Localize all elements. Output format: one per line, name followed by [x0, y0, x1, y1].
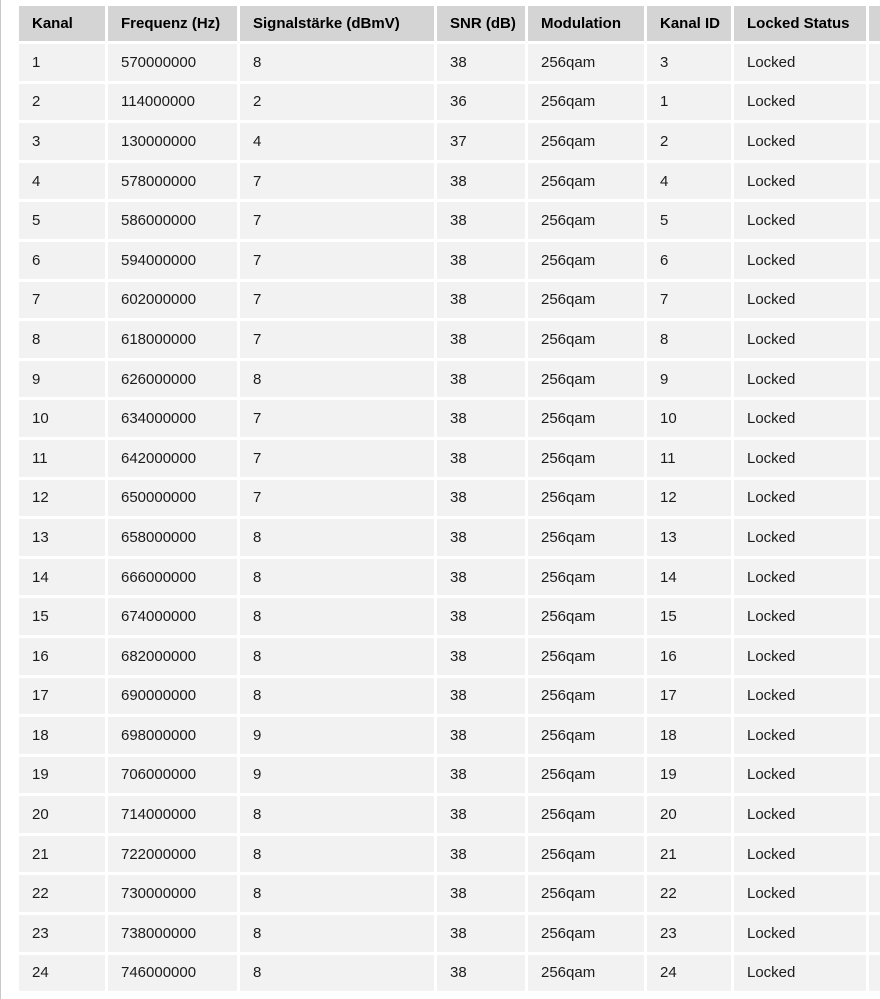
- cell-signalstaerke: 8: [240, 638, 434, 675]
- cell-signalstaerke: 8: [240, 915, 434, 952]
- cell-kanal: 20: [19, 796, 105, 833]
- cell-modulation: 256qam: [528, 955, 644, 992]
- table-row: [19, 796, 880, 833]
- cell-frequenz: 578000000: [108, 163, 237, 200]
- cell-snr: 38: [437, 321, 525, 358]
- cell-frequenz: 570000000: [108, 44, 237, 81]
- cell-locked-status: Locked: [734, 361, 866, 398]
- cell-kanal: 2: [19, 84, 105, 121]
- cell-modulation: 256qam: [528, 836, 644, 873]
- cell-signalstaerke: 7: [240, 282, 434, 319]
- table-row: [19, 875, 880, 912]
- cell-signalstaerke: 7: [240, 480, 434, 517]
- table-row: [19, 717, 880, 754]
- cell-frequenz: 722000000: [108, 836, 237, 873]
- cell-frequenz: 114000000: [108, 84, 237, 121]
- table-row: [19, 202, 880, 239]
- cell-clipped: [869, 678, 880, 715]
- table-row: [19, 836, 880, 873]
- cell-locked-status: Locked: [734, 955, 866, 992]
- cell-locked-status: Locked: [734, 44, 866, 81]
- cell-frequenz: 602000000: [108, 282, 237, 319]
- cell-kanal: 24: [19, 955, 105, 992]
- cell-frequenz: 666000000: [108, 559, 237, 596]
- table-row: [19, 361, 880, 398]
- cell-modulation: 256qam: [528, 678, 644, 715]
- cell-snr: 38: [437, 559, 525, 596]
- cell-clipped: [869, 480, 880, 517]
- cell-locked-status: Locked: [734, 875, 866, 912]
- table-row: [19, 242, 880, 279]
- cell-kanal: 22: [19, 875, 105, 912]
- cell-locked-status: Locked: [734, 678, 866, 715]
- cell-clipped: [869, 638, 880, 675]
- cell-locked-status: Locked: [734, 757, 866, 794]
- cell-modulation: 256qam: [528, 559, 644, 596]
- cell-kanal-id: 17: [647, 678, 731, 715]
- cell-signalstaerke: 8: [240, 44, 434, 81]
- cell-signalstaerke: 8: [240, 598, 434, 635]
- cell-kanal-id: 9: [647, 361, 731, 398]
- cell-modulation: 256qam: [528, 123, 644, 160]
- cell-snr: 38: [437, 796, 525, 833]
- cell-frequenz: 698000000: [108, 717, 237, 754]
- cell-locked-status: Locked: [734, 598, 866, 635]
- cell-kanal: 12: [19, 480, 105, 517]
- cell-signalstaerke: 7: [240, 400, 434, 437]
- cell-signalstaerke: 2: [240, 84, 434, 121]
- cell-frequenz: 690000000: [108, 678, 237, 715]
- cell-frequenz: 730000000: [108, 875, 237, 912]
- cell-locked-status: Locked: [734, 836, 866, 873]
- cell-signalstaerke: 8: [240, 836, 434, 873]
- column-header-locked-status: Locked Status: [734, 6, 866, 41]
- cell-snr: 38: [437, 836, 525, 873]
- cell-frequenz: 746000000: [108, 955, 237, 992]
- cell-modulation: 256qam: [528, 915, 644, 952]
- cell-locked-status: Locked: [734, 717, 866, 754]
- cell-kanal-id: 6: [647, 242, 731, 279]
- cell-signalstaerke: 8: [240, 875, 434, 912]
- cell-modulation: 256qam: [528, 796, 644, 833]
- cell-snr: 38: [437, 400, 525, 437]
- cell-kanal-id: 10: [647, 400, 731, 437]
- table-row: [19, 84, 880, 121]
- cell-kanal-id: 2: [647, 123, 731, 160]
- cell-snr: 38: [437, 638, 525, 675]
- cell-kanal-id: 16: [647, 638, 731, 675]
- cell-frequenz: 586000000: [108, 202, 237, 239]
- cell-signalstaerke: 8: [240, 955, 434, 992]
- table-row: [19, 440, 880, 477]
- cell-kanal: 13: [19, 519, 105, 556]
- cell-frequenz: 658000000: [108, 519, 237, 556]
- table-row: [19, 480, 880, 517]
- cell-locked-status: Locked: [734, 123, 866, 160]
- table-row: [19, 955, 880, 992]
- cell-clipped: [869, 598, 880, 635]
- cell-modulation: 256qam: [528, 757, 644, 794]
- cell-clipped: [869, 559, 880, 596]
- cell-locked-status: Locked: [734, 440, 866, 477]
- cell-clipped: [869, 163, 880, 200]
- cell-signalstaerke: 9: [240, 717, 434, 754]
- table-row: [19, 400, 880, 437]
- cell-snr: 38: [437, 519, 525, 556]
- table-row: [19, 123, 880, 160]
- downstream-channel-table: [16, 3, 880, 994]
- table-row: [19, 638, 880, 675]
- table-body: [19, 44, 880, 991]
- cell-kanal: 6: [19, 242, 105, 279]
- cell-kanal: 19: [19, 757, 105, 794]
- cell-snr: 36: [437, 84, 525, 121]
- cell-locked-status: Locked: [734, 321, 866, 358]
- cell-kanal-id: 19: [647, 757, 731, 794]
- table-row: [19, 598, 880, 635]
- cell-snr: 38: [437, 202, 525, 239]
- cell-kanal-id: 11: [647, 440, 731, 477]
- table-row: [19, 163, 880, 200]
- column-header-clipped: [869, 6, 880, 41]
- cell-locked-status: Locked: [734, 519, 866, 556]
- cell-modulation: 256qam: [528, 440, 644, 477]
- cell-kanal: 14: [19, 559, 105, 596]
- cell-locked-status: Locked: [734, 638, 866, 675]
- cell-kanal-id: 13: [647, 519, 731, 556]
- cell-snr: 38: [437, 678, 525, 715]
- cell-modulation: 256qam: [528, 282, 644, 319]
- cell-signalstaerke: 8: [240, 559, 434, 596]
- cell-signalstaerke: 4: [240, 123, 434, 160]
- cell-kanal: 3: [19, 123, 105, 160]
- cell-modulation: 256qam: [528, 400, 644, 437]
- cell-modulation: 256qam: [528, 598, 644, 635]
- cell-kanal-id: 20: [647, 796, 731, 833]
- cell-kanal: 1: [19, 44, 105, 81]
- table-row: [19, 321, 880, 358]
- cell-clipped: [869, 955, 880, 992]
- cell-snr: 38: [437, 440, 525, 477]
- cell-kanal-id: 23: [647, 915, 731, 952]
- cell-locked-status: Locked: [734, 915, 866, 952]
- cell-modulation: 256qam: [528, 163, 644, 200]
- cell-locked-status: Locked: [734, 282, 866, 319]
- cell-kanal-id: 22: [647, 875, 731, 912]
- cell-frequenz: 634000000: [108, 400, 237, 437]
- cell-modulation: 256qam: [528, 202, 644, 239]
- cell-kanal: 7: [19, 282, 105, 319]
- cell-modulation: 256qam: [528, 242, 644, 279]
- cell-frequenz: 594000000: [108, 242, 237, 279]
- cell-kanal: 11: [19, 440, 105, 477]
- cell-modulation: 256qam: [528, 84, 644, 121]
- cell-snr: 38: [437, 480, 525, 517]
- cell-kanal-id: 14: [647, 559, 731, 596]
- cell-kanal-id: 21: [647, 836, 731, 873]
- cell-locked-status: Locked: [734, 400, 866, 437]
- column-header-modulation: Modulation: [528, 6, 644, 41]
- cell-kanal-id: 4: [647, 163, 731, 200]
- cell-clipped: [869, 202, 880, 239]
- column-header-signalstaerke: Signalstärke (dBmV): [240, 6, 434, 41]
- cell-snr: 38: [437, 282, 525, 319]
- cell-snr: 38: [437, 915, 525, 952]
- cell-clipped: [869, 717, 880, 754]
- cell-kanal: 10: [19, 400, 105, 437]
- cell-kanal: 23: [19, 915, 105, 952]
- cell-kanal: 21: [19, 836, 105, 873]
- cell-locked-status: Locked: [734, 480, 866, 517]
- cell-modulation: 256qam: [528, 480, 644, 517]
- table-row: [19, 757, 880, 794]
- cell-clipped: [869, 796, 880, 833]
- cell-clipped: [869, 519, 880, 556]
- cell-snr: 37: [437, 123, 525, 160]
- cell-kanal: 17: [19, 678, 105, 715]
- cell-snr: 38: [437, 598, 525, 635]
- cell-modulation: 256qam: [528, 717, 644, 754]
- cell-frequenz: 738000000: [108, 915, 237, 952]
- cell-clipped: [869, 361, 880, 398]
- cell-clipped: [869, 282, 880, 319]
- table-header-row: [19, 6, 880, 41]
- cell-kanal: 5: [19, 202, 105, 239]
- left-edge-line: [0, 0, 1, 999]
- cell-signalstaerke: 7: [240, 321, 434, 358]
- cell-kanal-id: 3: [647, 44, 731, 81]
- cell-clipped: [869, 836, 880, 873]
- cell-signalstaerke: 7: [240, 163, 434, 200]
- cell-kanal-id: 12: [647, 480, 731, 517]
- cell-kanal: 9: [19, 361, 105, 398]
- cell-snr: 38: [437, 163, 525, 200]
- cell-locked-status: Locked: [734, 84, 866, 121]
- cell-signalstaerke: 7: [240, 202, 434, 239]
- cell-snr: 38: [437, 717, 525, 754]
- cell-clipped: [869, 400, 880, 437]
- cell-signalstaerke: 8: [240, 361, 434, 398]
- cell-clipped: [869, 44, 880, 81]
- column-header-snr: SNR (dB): [437, 6, 525, 41]
- table-row: [19, 915, 880, 952]
- cell-modulation: 256qam: [528, 361, 644, 398]
- cell-modulation: 256qam: [528, 875, 644, 912]
- column-header-kanal-id: Kanal ID: [647, 6, 731, 41]
- cell-snr: 38: [437, 361, 525, 398]
- cell-snr: 38: [437, 955, 525, 992]
- cell-kanal: 16: [19, 638, 105, 675]
- cell-signalstaerke: 9: [240, 757, 434, 794]
- cell-clipped: [869, 915, 880, 952]
- cell-kanal: 4: [19, 163, 105, 200]
- cell-snr: 38: [437, 757, 525, 794]
- cell-kanal-id: 15: [647, 598, 731, 635]
- cell-frequenz: 674000000: [108, 598, 237, 635]
- cell-signalstaerke: 8: [240, 519, 434, 556]
- cell-clipped: [869, 123, 880, 160]
- cell-frequenz: 714000000: [108, 796, 237, 833]
- table-row: [19, 282, 880, 319]
- cell-signalstaerke: 7: [240, 242, 434, 279]
- cell-locked-status: Locked: [734, 559, 866, 596]
- cell-modulation: 256qam: [528, 519, 644, 556]
- cell-frequenz: 626000000: [108, 361, 237, 398]
- cell-frequenz: 650000000: [108, 480, 237, 517]
- cell-locked-status: Locked: [734, 796, 866, 833]
- cell-snr: 38: [437, 242, 525, 279]
- cell-frequenz: 618000000: [108, 321, 237, 358]
- cell-frequenz: 682000000: [108, 638, 237, 675]
- cell-signalstaerke: 8: [240, 796, 434, 833]
- cell-kanal-id: 24: [647, 955, 731, 992]
- cell-kanal-id: 1: [647, 84, 731, 121]
- cell-clipped: [869, 321, 880, 358]
- cell-locked-status: Locked: [734, 202, 866, 239]
- cell-modulation: 256qam: [528, 638, 644, 675]
- cell-signalstaerke: 8: [240, 678, 434, 715]
- cell-frequenz: 642000000: [108, 440, 237, 477]
- cell-snr: 38: [437, 875, 525, 912]
- cell-locked-status: Locked: [734, 242, 866, 279]
- cell-kanal-id: 8: [647, 321, 731, 358]
- cell-kanal: 15: [19, 598, 105, 635]
- cell-clipped: [869, 875, 880, 912]
- cell-modulation: 256qam: [528, 321, 644, 358]
- cell-kanal: 18: [19, 717, 105, 754]
- cell-signalstaerke: 7: [240, 440, 434, 477]
- cell-modulation: 256qam: [528, 44, 644, 81]
- cell-locked-status: Locked: [734, 163, 866, 200]
- cell-frequenz: 130000000: [108, 123, 237, 160]
- table-row: [19, 519, 880, 556]
- cell-kanal-id: 18: [647, 717, 731, 754]
- column-header-kanal: Kanal: [19, 6, 105, 41]
- table-row: [19, 44, 880, 81]
- cell-clipped: [869, 242, 880, 279]
- column-header-frequenz: Frequenz (Hz): [108, 6, 237, 41]
- cell-snr: 38: [437, 44, 525, 81]
- cell-clipped: [869, 757, 880, 794]
- cell-kanal-id: 7: [647, 282, 731, 319]
- cell-clipped: [869, 440, 880, 477]
- cell-frequenz: 706000000: [108, 757, 237, 794]
- cell-kanal-id: 5: [647, 202, 731, 239]
- cell-clipped: [869, 84, 880, 121]
- table-row: [19, 559, 880, 596]
- cell-kanal: 8: [19, 321, 105, 358]
- table-row: [19, 678, 880, 715]
